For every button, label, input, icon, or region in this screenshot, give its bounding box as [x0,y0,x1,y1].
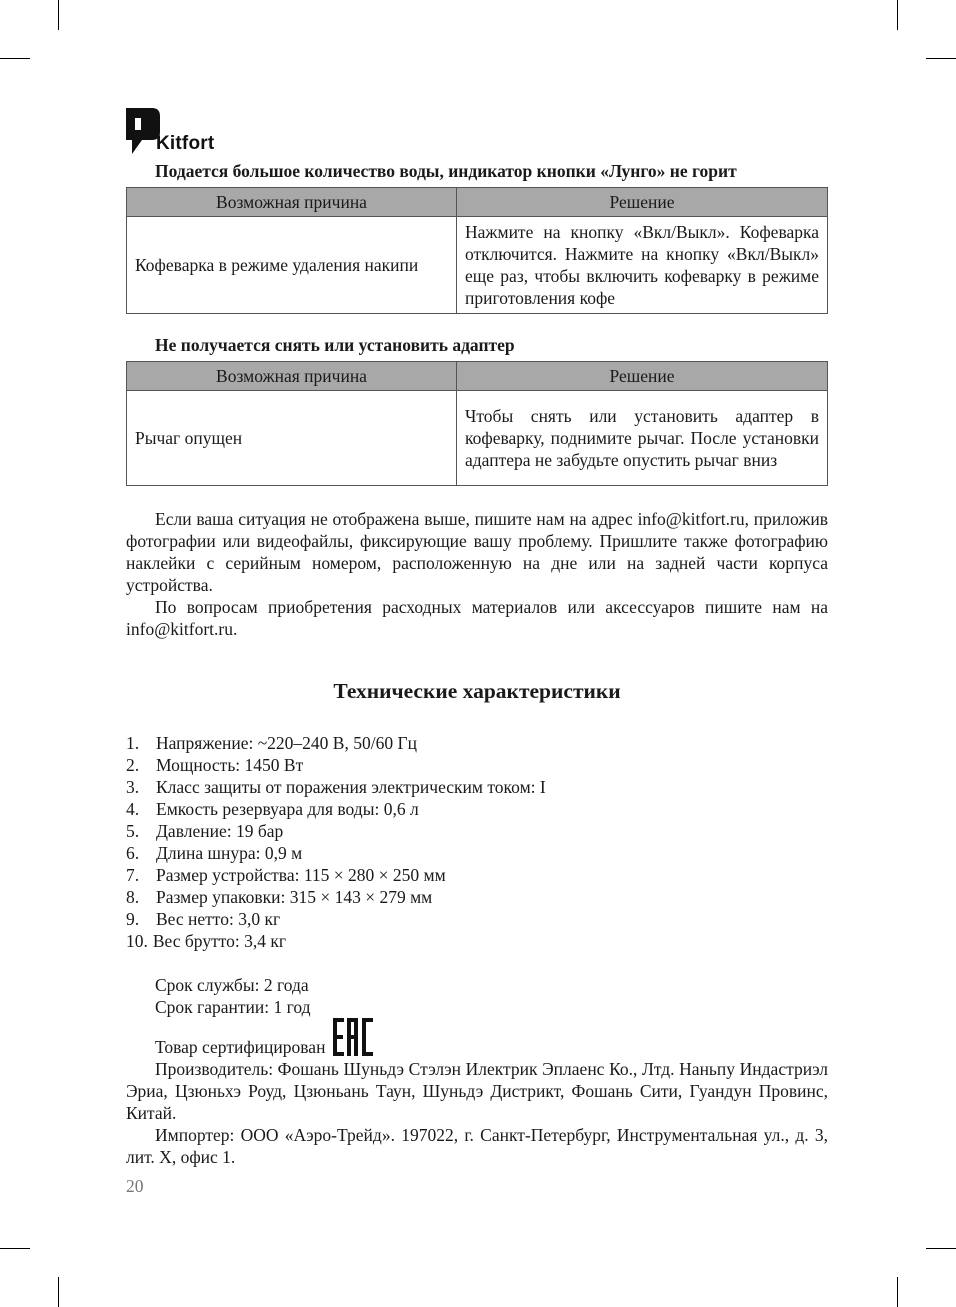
service-life: Срок службы: 2 года [155,975,309,995]
table-header-row [127,362,828,391]
kitfort-logo-icon [126,108,160,154]
table-row [127,217,828,314]
crop-mark [58,1277,59,1307]
crop-mark [897,1277,898,1307]
list-item: 3. Класс защиты от поражения электрическим током: I [126,777,546,797]
list-item: 2. Мощность: 1450 Вт [126,755,304,775]
list-item: 9. Вес нетто: 3,0 кг [126,909,281,929]
section-title: Подается большое количество воды, индикатор кнопки «Лунго» не горит [155,161,737,181]
crop-mark [0,1248,30,1249]
manufacturer-info: Производитель: Фошань Шуньдэ Стэлэн Илектрик Эплаенс Ко., Лтд. Наньпу Индастриэл Эриа, Цзюньхэ Роуд, Цзюньань Таун, Шуньдэ Дистрикт, Фошань Сити, Гуандун Провинс, Китай. [126,1059,828,1123]
specs-title: Технические характеристики [333,679,621,703]
column-header-solution: Решение [457,188,828,217]
table-header-row [127,188,828,217]
cause-cell: Кофеварка в режиме удаления накипи [127,217,457,314]
certification-line [126,1018,828,1058]
list-item: 7. Размер устройства: 115 × 280 × 250 мм [126,865,446,885]
column-header-cause: Возможная причина [127,188,457,217]
page-content [126,160,828,1168]
footer-info [126,974,828,1168]
page-number: 20 [126,1176,144,1196]
crop-mark [58,0,59,30]
accessories-paragraph: По вопросам приобретения расходных материалов или аксессуаров пишите нам на info@kitfort.ru. [126,597,828,639]
column-header-solution: Решение [457,362,828,391]
specs-list [126,732,828,952]
troubleshooting-table [126,187,828,314]
table-row [127,391,828,486]
crop-mark [0,58,30,59]
solution-cell: Нажмите на кнопку «Вкл/Выкл». Кофеварка отключится. Нажмите на кнопку «Вкл/Выкл» еще раз, чтобы включить кофеварку в режиме приготовления кофе [457,217,828,314]
certified-text: Товар сертифицирован [155,1037,326,1057]
list-item: 1. Напряжение: ~220–240 В, 50/60 Гц [126,733,417,753]
list-item: 8. Размер упаковки: 315 × 143 × 279 мм [126,887,433,907]
section-title: Не получается снять или установить адаптер [155,335,515,355]
brand-logo [126,108,214,154]
warranty: Срок гарантии: 1 год [155,997,311,1017]
column-header-cause: Возможная причина [127,362,457,391]
crop-mark [926,1248,956,1249]
list-item: 4. Емкость резервуара для воды: 0,6 л [126,799,419,819]
list-item: 6. Длина шнура: 0,9 м [126,843,303,863]
crop-mark [926,58,956,59]
brand-name: Kitfort [156,133,215,154]
eac-mark-icon [333,1018,373,1056]
list-item: 5. Давление: 19 бар [126,821,284,841]
importer-info: Импортер: ООО «Аэро-Трейд». 197022, г. Санкт-Петербург, Инструментальная ул., д. 3, лит. Х, офис 1. [126,1125,828,1167]
cause-cell: Рычаг опущен [127,391,457,486]
crop-mark [897,0,898,30]
solution-cell: Чтобы снять или установить адаптер в кофеварку, поднимите рычаг. После установки адаптера не забудьте опустить рычаг вниз [457,391,828,486]
list-item: 10. Вес брутто: 3,4 кг [126,931,287,951]
contact-paragraph: Если ваша ситуация не отображена выше, пишите нам на адрес info@kitfort.ru, приложив фотографии или видеофайлы, фиксирующие вашу проблему. Пришлите также фотографию наклейки с серийным номером, расположенную на дне или на задней части корпуса устройства. [126,509,828,595]
troubleshooting-table [126,361,828,486]
